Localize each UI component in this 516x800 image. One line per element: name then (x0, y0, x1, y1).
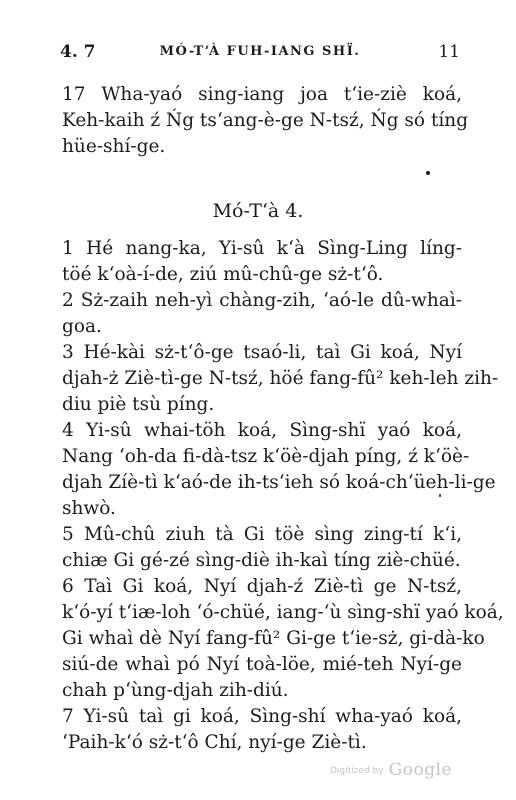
chapter-verse-reference: 4. 7 (60, 42, 96, 62)
chapter-heading: Mó-T‘à 4. (212, 200, 304, 222)
text-line: djah-ż Ziè-tì-ge N-tsź, höé fang-fû² keh-leh zih- (62, 368, 499, 389)
text-line: ‘Paih-k‘ó sż-t‘ô Chí, nyí-ge Ziè-tì. (62, 732, 367, 753)
text-line: töé k‘oà-í-de, ziú mû-chû-ge sż-t‘ô. (62, 264, 384, 285)
text-line: hüe-shí-ge. (62, 136, 166, 157)
text-line: Keh-kaih ź Ńg ts‘ang-è-ge N-tsź, Ńg só tíng (62, 110, 469, 131)
text-line: chiæ Gi gé-zé sìng-diè ih-kaì tíng ziè-chüé. (62, 550, 461, 571)
text-line: k‘ó-yí t‘iæ-loh ‘ó-chüé, iang-‘ù sìng-shï yaó koá, (62, 602, 504, 623)
text-line: goa. (62, 316, 102, 337)
page-number: 11 (438, 42, 460, 62)
text-line: Gi whaì dè Nyí fang-fû² Gi-ge t‘ie-sż, gi-dà-ko (62, 628, 485, 649)
text-line: chah p‘ùng-djah zih-diú. (62, 680, 289, 701)
print-speck (439, 494, 441, 497)
print-speck (426, 171, 430, 175)
text-line: 1 Hé nang-ka, Yi-sû k‘à Sìng-Ling líng- (62, 238, 462, 259)
watermark-caption: Digitized by (330, 766, 384, 776)
text-line: 17 Wha-yaó sing-iang joa t‘ie-ziè koá, (62, 84, 462, 105)
text-line: siú-de whaì pó Nyí toà-löe, mié-teh Nyí-ge (62, 654, 462, 675)
running-head (60, 42, 460, 66)
text-line: 2 Sż-zaih neh-yì chàng-zih, ‘aó-le dû-whaì- (62, 290, 462, 311)
text-line: Nang ‘oh-da fi-dà-tsz k‘öè-djah píng, ź k‘öè- (62, 446, 470, 467)
text-line: 5 Mû-chû ziuh tà Gi töè sìng zing-tí k‘i, (62, 524, 462, 545)
google-logo: Google (388, 760, 453, 780)
text-line: 6 Taì Gi koá, Nyí djah-ź Ziè-tì ge N-tsź, (62, 576, 462, 597)
text-line: 3 Hé-kài sż-t‘ô-ge tsaó-li, taì Gi koá, Nyí (62, 342, 462, 363)
text-line: 7 Yi-sû taì gi koá, Sìng-shí wha-yaó koá, (62, 706, 462, 727)
text-line: djah Zíè-tì k‘aó-de ih-ts‘ieh só koá-ch‘üeh-li-ge (62, 472, 496, 493)
text-line: diu piè tsù píng. (62, 394, 215, 415)
text-line: 4 Yi-sû whai-töh koá, Sìng-shï yaó koá, (62, 420, 462, 441)
digitization-watermark (330, 760, 452, 780)
book-title: MÓ-T‘À FUH-IANG SHÏ. (159, 44, 361, 59)
text-line: shwò. (62, 498, 116, 519)
